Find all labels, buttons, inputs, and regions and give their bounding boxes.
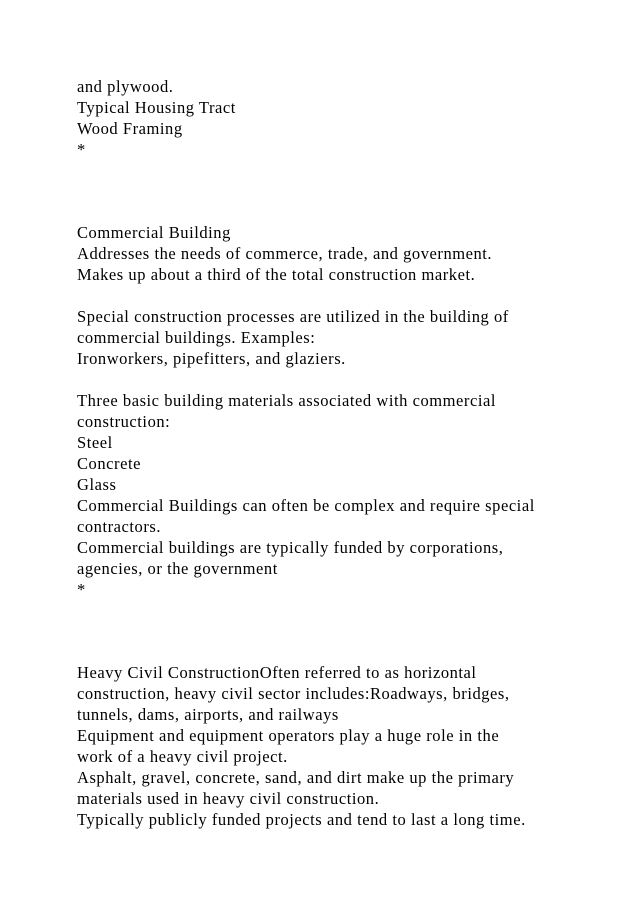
text-line: Addresses the needs of commerce, trade, and government.: [77, 244, 493, 263]
text-line: Commercial buildings are typically funded by corporations,: [77, 538, 504, 557]
text-line: *: [77, 140, 86, 159]
text-line: Three basic building materials associated with commercial: [77, 391, 496, 410]
text-line: Asphalt, gravel, concrete, sand, and dirt make up the primary: [77, 768, 515, 787]
text-line: Equipment and equipment operators play a huge role in the: [77, 726, 500, 745]
text-line: commercial buildings. Examples:: [77, 328, 316, 347]
text-line: construction:: [77, 412, 171, 431]
text-line: Commercial Buildings can often be complex and require special: [77, 496, 535, 515]
section-heading: Heavy Civil ConstructionOften referred to as horizontal: [77, 663, 477, 682]
text-line: Steel: [77, 433, 113, 452]
text-line: contractors.: [77, 517, 162, 536]
text-line: materials used in heavy civil construction.: [77, 789, 380, 808]
text-line: Typically publicly funded projects and tend to last a long time.: [77, 810, 526, 829]
text-line: Makes up about a third of the total construction market.: [77, 265, 476, 284]
text-line: Special construction processes are utilized in the building of: [77, 307, 509, 326]
section-heading: Commercial Building: [77, 223, 231, 242]
text-line: agencies, or the government: [77, 559, 278, 578]
text-line: and plywood.: [77, 77, 174, 96]
text-line: Glass: [77, 475, 117, 494]
text-line: Wood Framing: [77, 119, 183, 138]
text-line: tunnels, dams, airports, and railways: [77, 705, 339, 724]
text-line: Concrete: [77, 454, 141, 473]
text-line: Ironworkers, pipefitters, and glaziers.: [77, 349, 346, 368]
text-line: *: [77, 580, 86, 599]
text-line: work of a heavy civil project.: [77, 747, 288, 766]
text-line: Typical Housing Tract: [77, 98, 236, 117]
text-line: construction, heavy civil sector includes:Roadways, bridges,: [77, 684, 510, 703]
